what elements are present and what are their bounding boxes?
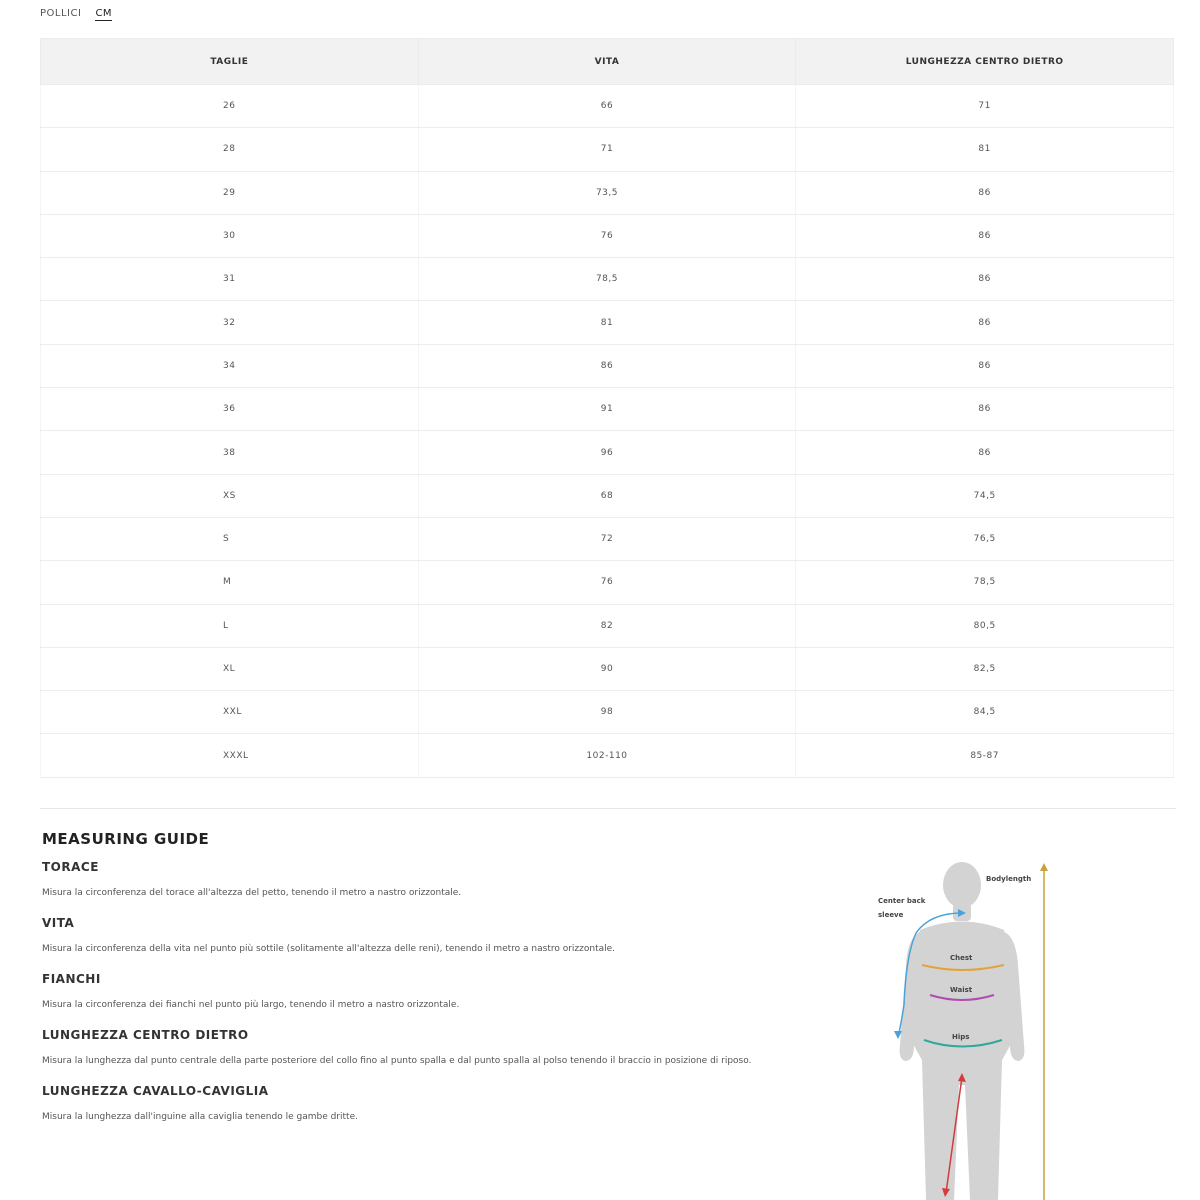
guide-text-chest: Misura la circonferenza del torace all'altezza del petto, tenendo il metro a nastro orizzontale. [42,888,462,898]
back-length-cell: 84,5 [796,691,1174,734]
back-length-cell: 86 [796,171,1174,214]
back-length-cell: 86 [796,388,1174,431]
size-cell: 26 [41,85,419,128]
unit-cm-tab[interactable]: CM [95,8,113,19]
size-cell: S [41,517,419,560]
guide-title: MEASURING GUIDE [42,830,210,848]
back-length-cell: 86 [796,258,1174,301]
waist-cell: 98 [418,691,796,734]
size-cell: 36 [41,388,419,431]
waist-cell: 86 [418,344,796,387]
back-length-cell: 86 [796,301,1174,344]
guide-heading-inseam: LUNGHEZZA CAVALLO-CAVIGLIA [42,1084,269,1098]
table-row [41,344,1174,387]
label-hips: Hips [952,1033,970,1041]
label-bodylength: Bodylength [986,875,1032,883]
back-length-cell: 78,5 [796,561,1174,604]
size-table [40,38,1174,778]
table-row [41,561,1174,604]
table-row [41,171,1174,214]
size-cell: 38 [41,431,419,474]
waist-cell: 102-110 [418,734,796,777]
label-waist: Waist [950,986,973,994]
back-length-cell: 85-87 [796,734,1174,777]
waist-cell: 82 [418,604,796,647]
waist-cell: 91 [418,388,796,431]
guide-heading-chest: TORACE [42,860,99,874]
table-row [41,517,1174,560]
back-length-cell: 76,5 [796,517,1174,560]
bodylength-arrow [1040,863,1048,871]
waist-cell: 66 [418,85,796,128]
body-measurement-figure [870,855,1060,1200]
back-length-cell: 71 [796,85,1174,128]
column-header-back-length: LUNGHEZZA CENTRO DIETRO [796,39,1174,85]
table-row [41,431,1174,474]
unit-inches-tab[interactable]: POLLICI [40,8,82,19]
table-row [41,214,1174,257]
section-divider [40,808,1176,809]
back-length-cell: 80,5 [796,604,1174,647]
waist-cell: 72 [418,517,796,560]
waist-cell: 78,5 [418,258,796,301]
column-header-size: TAGLIE [41,39,419,85]
table-row [41,258,1174,301]
table-row [41,474,1174,517]
guide-text-inseam: Misura la lunghezza dall'inguine alla caviglia tenendo le gambe dritte. [42,1112,358,1122]
waist-cell: 76 [418,214,796,257]
size-cell: 34 [41,344,419,387]
waist-cell: 71 [418,128,796,171]
size-cell: 28 [41,128,419,171]
back-length-cell: 86 [796,431,1174,474]
size-cell: M [41,561,419,604]
size-cell: XS [41,474,419,517]
guide-text-back-length: Misura la lunghezza dal punto centrale della parte posteriore del collo fino al punto spalla e dal punto spalla al polso tenendo il braccio in posizione di riposo. [42,1056,752,1066]
label-chest: Chest [950,954,973,962]
guide-text-waist: Misura la circonferenza della vita nel punto più sottile (solitamente all'altezza delle reni), tenendo il metro a nastro orizzontale. [42,944,616,954]
size-cell: XL [41,647,419,690]
table-row [41,647,1174,690]
back-length-cell: 86 [796,344,1174,387]
table-row [41,691,1174,734]
guide-heading-back-length: LUNGHEZZA CENTRO DIETRO [42,1028,249,1042]
table-row [41,388,1174,431]
size-cell: L [41,604,419,647]
waist-cell: 96 [418,431,796,474]
waist-cell: 81 [418,301,796,344]
waist-cell: 90 [418,647,796,690]
table-row [41,734,1174,777]
guide-heading-waist: VITA [42,916,75,930]
waist-cell: 73,5 [418,171,796,214]
size-cell: 29 [41,171,419,214]
size-cell: XXXL [41,734,419,777]
guide-text-hips: Misura la circonferenza dei fianchi nel punto più largo, tenendo il metro a nastro orizzontale. [42,1000,460,1010]
guide-heading-hips: FIANCHI [42,972,101,986]
label-center-back-line1: Center back [878,897,926,905]
unit-toggle [40,8,112,21]
label-center-back-line2: sleeve [878,911,904,919]
column-header-waist: VITA [418,39,796,85]
size-cell: 30 [41,214,419,257]
table-row [41,128,1174,171]
size-cell: XXL [41,691,419,734]
back-length-cell: 74,5 [796,474,1174,517]
waist-cell: 76 [418,561,796,604]
table-row [41,604,1174,647]
back-length-cell: 86 [796,214,1174,257]
table-row [41,85,1174,128]
size-cell: 31 [41,258,419,301]
table-row [41,301,1174,344]
size-cell: 32 [41,301,419,344]
table-header-row [41,39,1174,85]
back-length-cell: 82,5 [796,647,1174,690]
back-length-cell: 81 [796,128,1174,171]
measuring-guide [42,830,862,1140]
waist-cell: 68 [418,474,796,517]
